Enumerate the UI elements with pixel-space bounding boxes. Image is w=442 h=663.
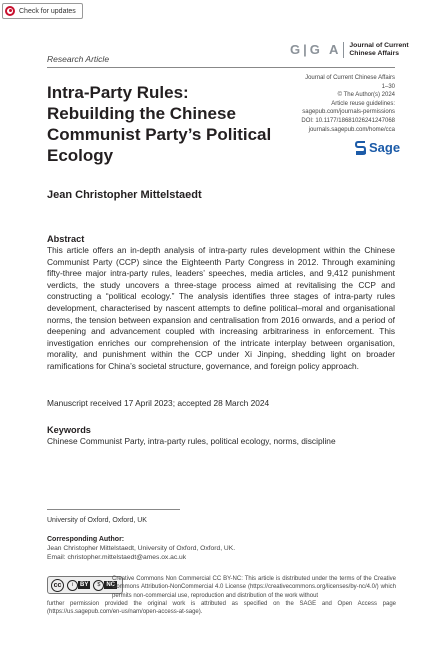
header-divider	[47, 67, 395, 68]
journal-name: Journal of Current Chinese Affairs	[349, 42, 409, 57]
publisher-logo	[355, 140, 400, 155]
attribution-icon: i	[67, 580, 78, 591]
abstract-heading: Abstract	[47, 234, 85, 244]
logo-divider	[343, 42, 344, 58]
sage-logo-icon	[355, 141, 366, 155]
article-title: Intra-Party Rules: Rebuilding the Chinese Communist Party’s Political Ecology	[47, 83, 272, 165]
journal-logo	[290, 42, 409, 58]
crossmark-icon	[5, 6, 15, 16]
meta-journal: Journal of Current Chinese Affairs	[305, 75, 395, 81]
corresponding-author-name: Jean Christopher Mittelstaedt, University of Oxford, Oxford, UK.	[47, 545, 236, 552]
check-for-updates-badge[interactable]	[2, 3, 83, 19]
article-type: Research Article	[47, 54, 110, 64]
meta-journal-link[interactable]: journals.sagepub.com/home/cca	[308, 126, 395, 133]
cc-by-label: BY	[80, 582, 89, 588]
meta-pages: 1–30	[381, 83, 395, 90]
footnote-divider	[47, 509, 180, 510]
manuscript-dates: Manuscript received 17 April 2023; accepted 28 March 2024	[47, 398, 270, 408]
check-for-updates-label: Check for updates	[19, 7, 76, 15]
abstract-text: This article offers an in-depth analysis of intra-party rules development within the Chinese Communist Party (CCP) since the Eighteenth Party Congress in 2012. Through examining fifty-three major intra-party rules, leaders’ speeches, media articles, and 9,412 punishment verdicts, the study uncovers a three-stage process aimed at revitalising the CCP and constructing a “political ecology.” The analysis identifies three stages of intra-party rules development, characterised by nascent attempts to define political–moral and organisational norms, the tension between expansion and centralisation from 2016 onwards, and a period of deepening and advancement coupled with increasing arbitrariness in enforcement. This investigation enriches our comprehension of the intricate interplay between organisation, morality, and punishment within the CCP under Xi Jinping, shedding light on broader ramifications for China’s societal structure, governance, and foreign policy approach.	[47, 245, 395, 371]
corresponding-author-email[interactable]: Email: christopher.mittelstaedt@ames.ox.ac.uk	[47, 554, 187, 561]
meta-permissions-link[interactable]: sagepub.com/journals-permissions	[302, 109, 395, 116]
license-text-continued: further permission provided the original work is attributed as specified on the SAGE and Open Access page (https://us.sagepub.com/en-us/nam/open-access-at-sage).	[47, 601, 396, 616]
publisher-name: Sage	[369, 140, 401, 155]
meta-reuse: Article reuse guidelines:	[331, 100, 395, 107]
meta-copyright: © The Author(s) 2024	[337, 92, 395, 99]
license-text: Creative Commons Non Commercial CC BY-NC: This article is distributed under the terms of the Creative Commons Attribution-NonCommercial 4.0 License (https://creativecommons.org/licenses/by-nc/4.0/) which permits non-commercial use, reproduction and distribution of the work without	[112, 576, 396, 599]
author-affiliation: University of Oxford, Oxford, UK	[47, 517, 147, 524]
keywords-list: Chinese Communist Party, intra-party rules, political ecology, norms, discipline	[47, 436, 336, 446]
corresponding-author-heading: Corresponding Author:	[47, 536, 125, 543]
giga-logo-text: G|G A	[290, 42, 342, 57]
creative-commons-icon: cc	[51, 579, 64, 592]
cc-nc-label: NC	[106, 582, 116, 588]
meta-doi[interactable]: DOI: 10.1177/18681026241247068	[301, 117, 395, 124]
keywords-heading: Keywords	[47, 425, 91, 435]
noncommercial-icon: $	[93, 580, 104, 591]
author-name: Jean Christopher Mittelstaedt	[47, 189, 202, 201]
